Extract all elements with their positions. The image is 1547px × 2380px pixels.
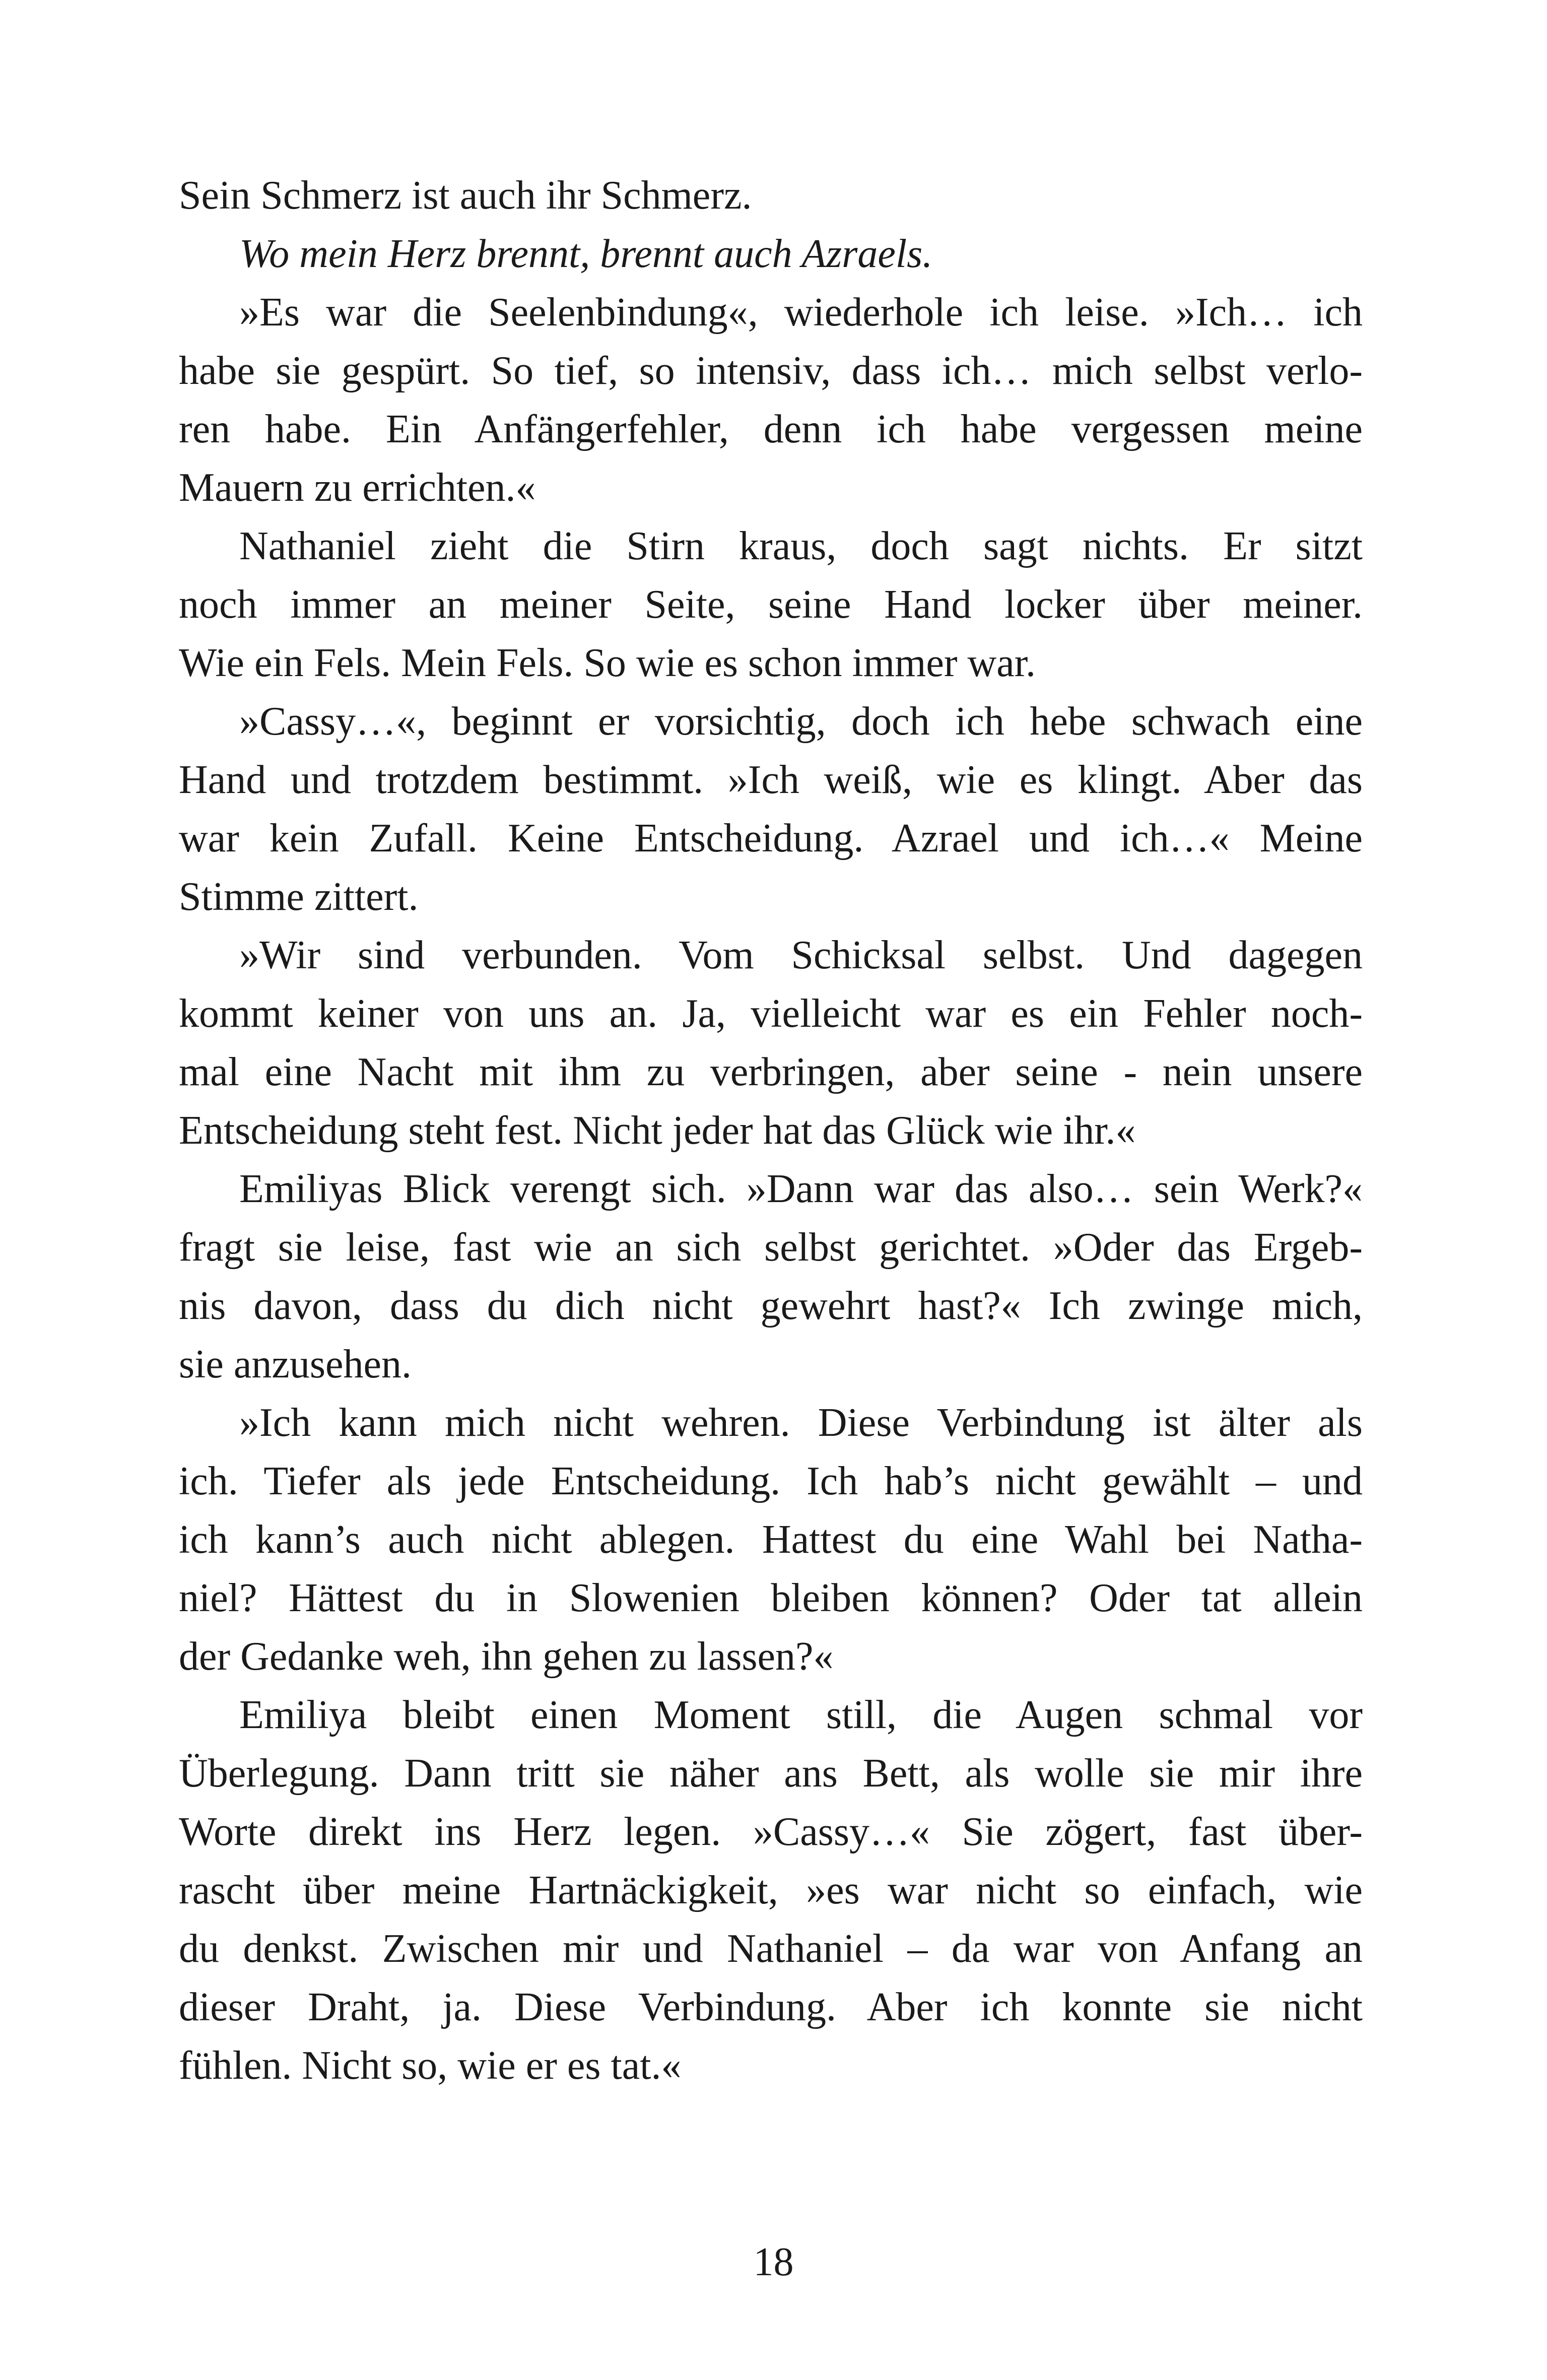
text-line: Emiliya bleibt einen Moment still, die Augen schmal vor [239, 1693, 1363, 1737]
text-line: sie anzusehen. [179, 1342, 412, 1386]
text-line: Stimme zittert. [179, 875, 419, 919]
page-body [179, 166, 1363, 2095]
text-line: Wie ein Fels. Mein Fels. So wie es schon immer war. [179, 641, 1036, 685]
text-line: ich. Tiefer als jede Entscheidung. Ich hab’s nicht gewählt – und [179, 1459, 1363, 1503]
text-line: mal eine Nacht mit ihm zu verbringen, aber seine - nein unsere [179, 1050, 1363, 1094]
text-line: rascht über meine Hartnäckigkeit, »es war nicht so einfach, wie [179, 1868, 1363, 1912]
text-line: war kein Zufall. Keine Entscheidung. Azrael und ich…« Meine [179, 816, 1363, 861]
text-line: Worte direkt ins Herz legen. »Cassy…« Sie zögert, fast über- [179, 1810, 1363, 1854]
page-number: 18 [753, 2240, 794, 2284]
text-line: Entscheidung steht fest. Nicht jeder hat das Glück wie ihr.« [179, 1108, 1136, 1153]
text-line: du denkst. Zwischen mir und Nathaniel – da war von Anfang an [179, 1927, 1363, 1971]
text-line: Emiliyas Blick verengt sich. »Dann war das also… sein Werk?« [239, 1167, 1363, 1211]
text-line: ren habe. Ein Anfängerfehler, denn ich habe vergessen meine [179, 407, 1363, 451]
text-line: dieser Draht, ja. Diese Verbindung. Aber ich konnte sie nicht [179, 1985, 1363, 2029]
text-line: fühlen. Nicht so, wie er es tat.« [179, 2043, 682, 2088]
text-line: nis davon, dass du dich nicht gewehrt hast?« Ich zwinge mich, [179, 1284, 1363, 1328]
text-line: niel? Hättest du in Slowenien bleiben können? Oder tat allein [179, 1576, 1363, 1620]
text-line: Sein Schmerz ist auch ihr Schmerz. [179, 173, 752, 218]
text-line: »Es war die Seelenbindung«, wiederhole ich leise. »Ich… ich [239, 290, 1363, 335]
text-line: kommt keiner von uns an. Ja, vielleicht war es ein Fehler noch- [179, 991, 1363, 1036]
text-line: »Ich kann mich nicht wehren. Diese Verbindung ist älter als [239, 1401, 1363, 1445]
italic-text-line: Wo mein Herz brennt, brennt auch Azraels. [239, 232, 933, 276]
text-line: habe sie gespürt. So tief, so intensiv, dass ich… mich selbst verlo- [179, 349, 1363, 393]
text-line: fragt sie leise, fast wie an sich selbst gerichtet. »Oder das Ergeb- [179, 1225, 1363, 1270]
text-line: Nathaniel zieht die Stirn kraus, doch sagt nichts. Er sitzt [239, 524, 1363, 568]
text-line: »Cassy…«, beginnt er vorsichtig, doch ich hebe schwach eine [239, 699, 1363, 744]
text-line: Hand und trotzdem bestimmt. »Ich weiß, wie es klingt. Aber das [179, 758, 1363, 802]
text-line: Mauern zu errichten.« [179, 466, 536, 510]
text-line: ich kann’s auch nicht ablegen. Hattest du eine Wahl bei Natha- [179, 1517, 1363, 1562]
text-line: noch immer an meiner Seite, seine Hand locker über meiner. [179, 582, 1363, 627]
text-line: Überlegung. Dann tritt sie näher ans Bett, als wolle sie mir ihre [179, 1751, 1363, 1796]
text-line: der Gedanke weh, ihn gehen zu lassen?« [179, 1634, 834, 1679]
text-line: »Wir sind verbunden. Vom Schicksal selbst. Und dagegen [239, 933, 1363, 977]
